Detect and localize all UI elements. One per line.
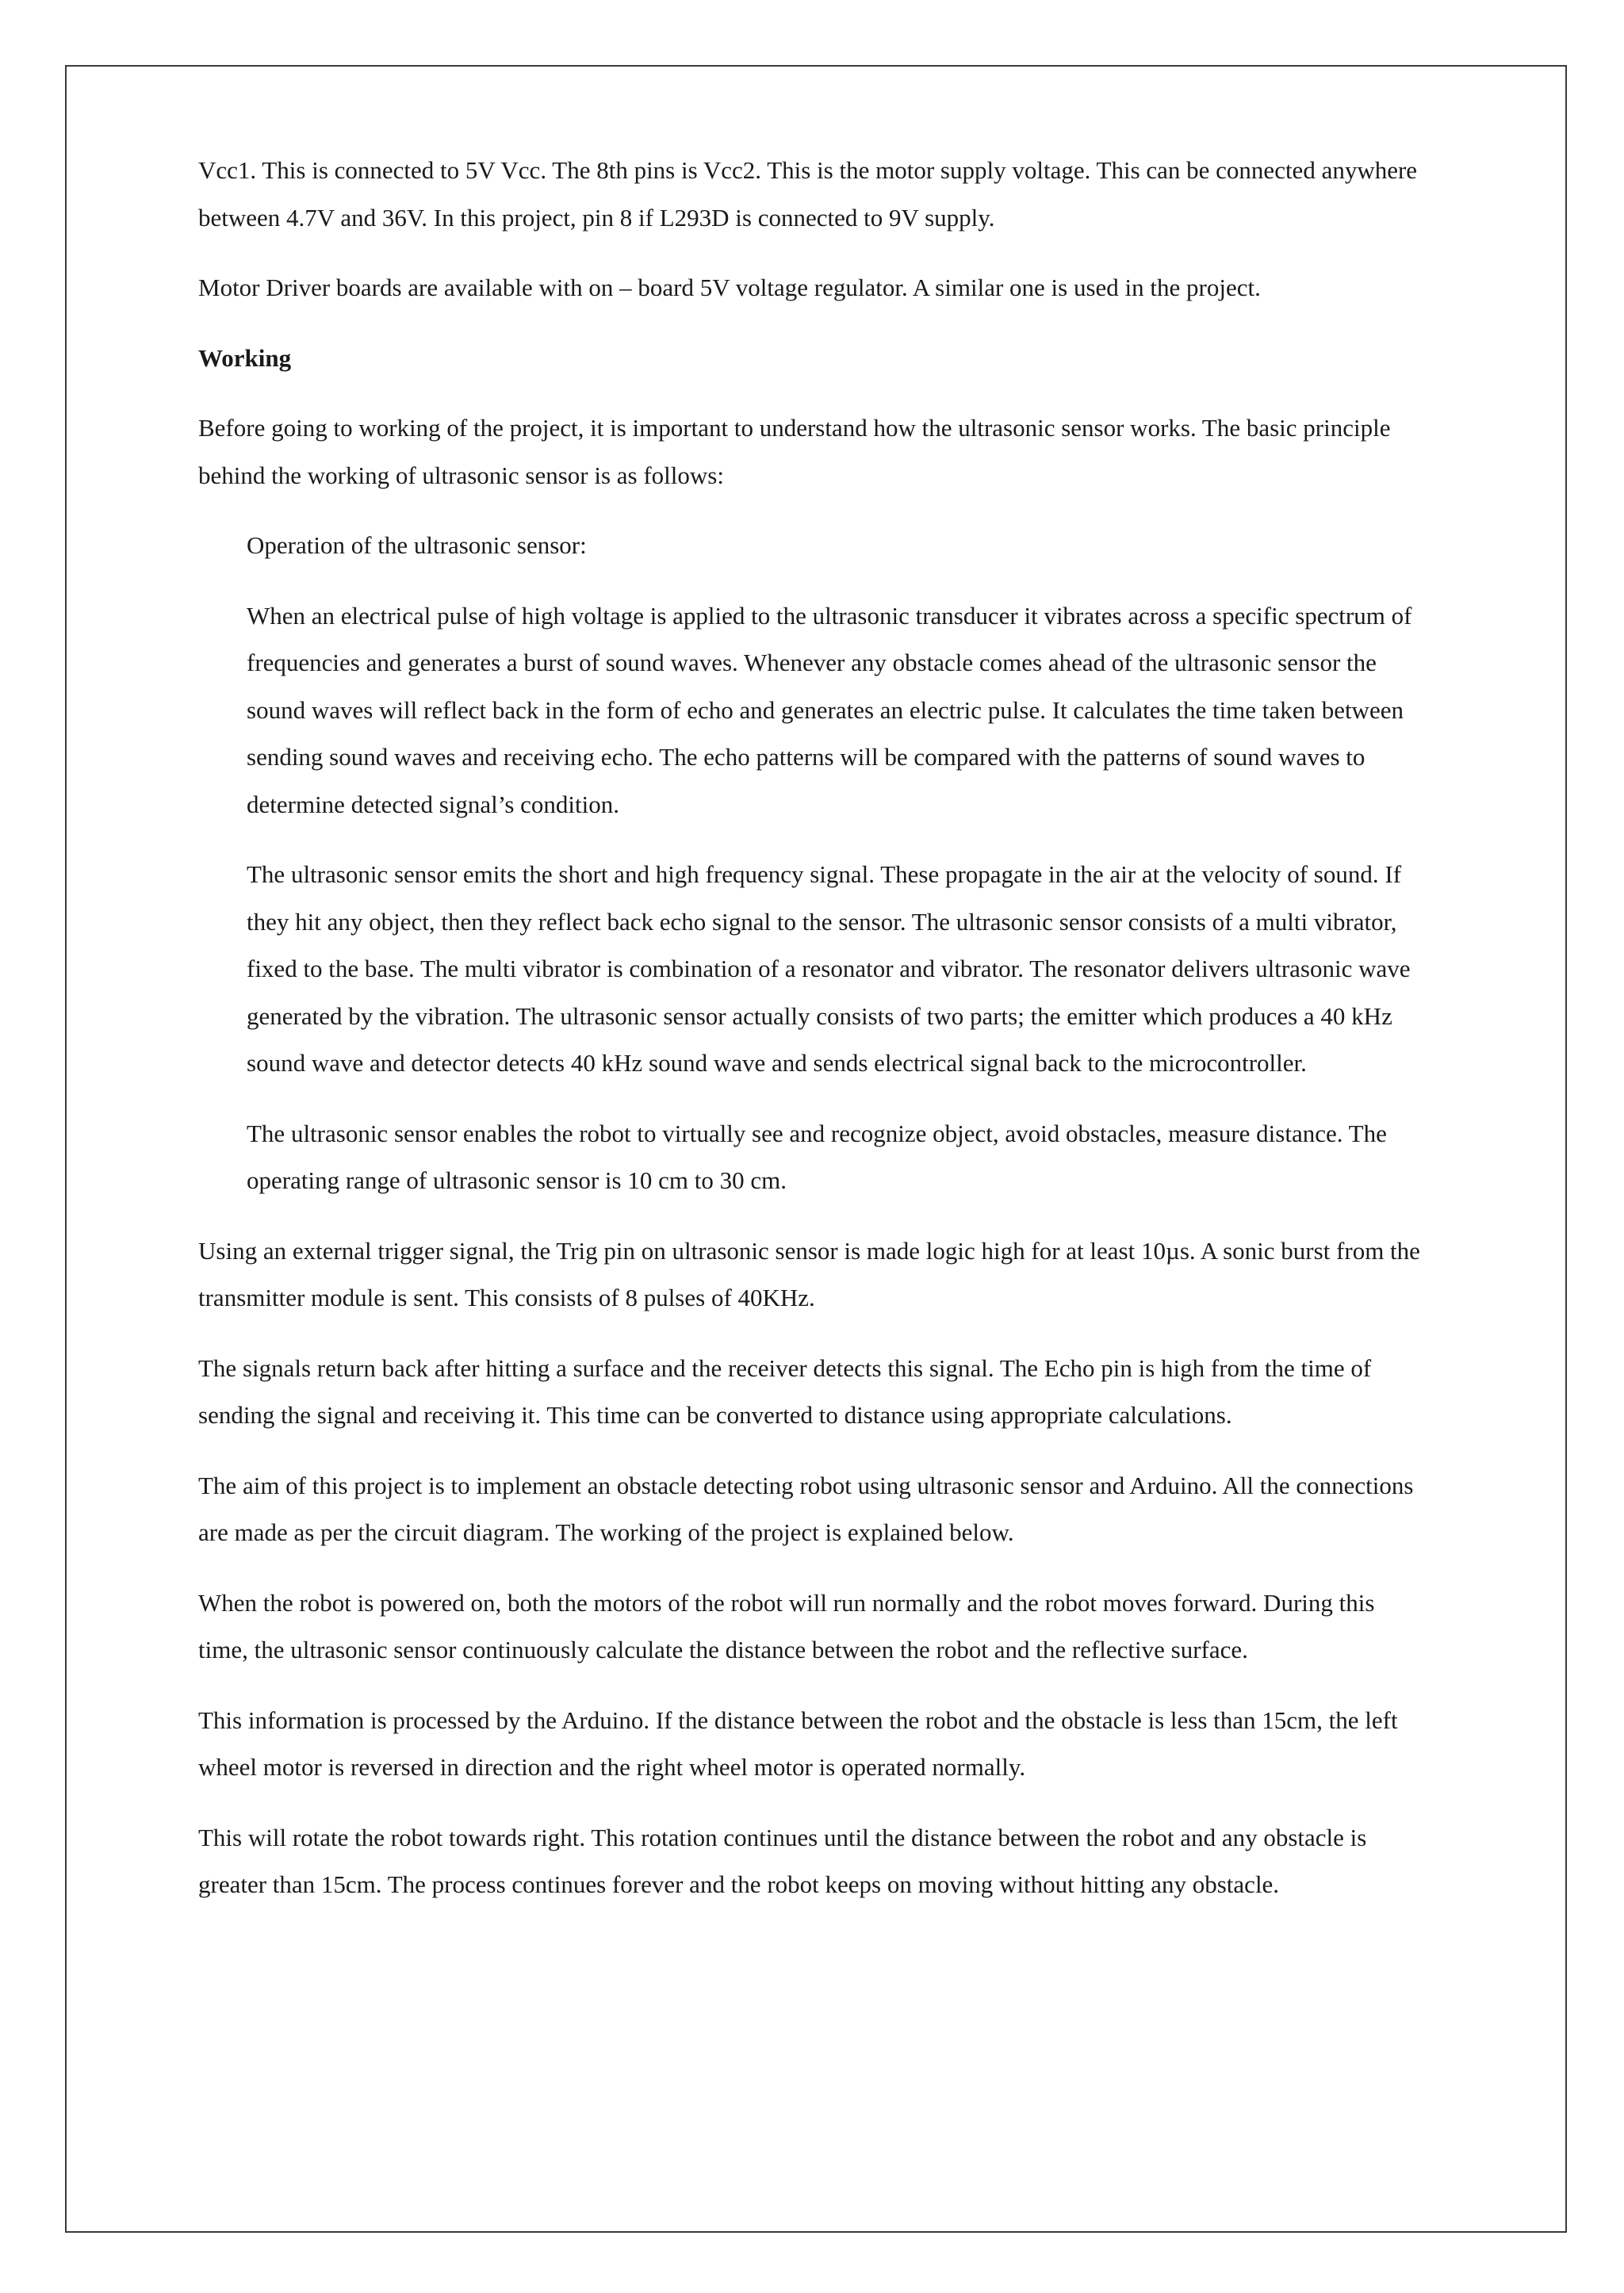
paragraph-arduino-processing: This information is processed by the Arduino. If the distance between the robot and the obstacle is less than 15cm, the left wheel motor is reversed in direction and the right wheel motor is operated normally. xyxy=(198,1705,1398,1781)
paragraph-motor-driver-boards: Motor Driver boards are available with on – board 5V voltage regulator. A similar one is used in the project. xyxy=(198,274,1261,301)
paragraph-vcc-supply: Vcc1. This is connected to 5V Vcc. The 8th pins is Vcc2. This is the motor supply voltage. This can be connected anywhere between 4.7V and 36V. In this project, pin 8 if L293D is connected to 9V supply. xyxy=(198,156,1418,232)
paragraph-trigger-signal: Using an external trigger signal, the Trig pin on ultrasonic sensor is made logic high for at least 10µs. A sonic burst from the transmitter module is sent. This consists of 8 pulses of 40KHz. xyxy=(198,1236,1420,1311)
paragraph-rotation: This will rotate the robot towards right. This rotation continues until the distance between the robot and any obstacle is greater than 15cm. The process continues forever and the robot keeps on moving without hitting any obstacle. xyxy=(198,1823,1367,1898)
section-heading-working: Working xyxy=(198,343,292,372)
paragraph-sensor-enables: The ultrasonic sensor enables the robot to virtually see and recognize object, avoid obstacles, measure distance. The operating range of ultrasonic sensor is 10 cm to 30 cm. xyxy=(247,1119,1387,1194)
paragraph-echo-return: The signals return back after hitting a surface and the receiver detects this signal. The Echo pin is high from the time of sending the signal and receiving it. This time can be converted to distance using appropriate calculations. xyxy=(198,1353,1372,1429)
subheading-operation: Operation of the ultrasonic sensor: xyxy=(247,531,587,559)
paragraph-electrical-pulse: When an electrical pulse of high voltage is applied to the ultrasonic transducer it vibrates across a specific spectrum of frequencies and generates a burst of sound waves. Whenever any obstacle comes ahead of the ultrasonic sensor the sound waves will reflect back in the form of echo and generates an electric pulse. It calculates the time taken between sending sound waves and receiving echo. The echo patterns will be compared with the patterns of sound waves to determine detected signal’s condition. xyxy=(247,601,1412,818)
paragraph-project-aim: The aim of this project is to implement an obstacle detecting robot using ultrasonic sensor and Arduino. All the connections are made as per the circuit diagram. The working of the project is explained below. xyxy=(198,1471,1414,1546)
paragraph-powered-on: When the robot is powered on, both the motors of the robot will run normally and the robot moves forward. During this time, the ultrasonic sensor continuously calculate the distance between the robot and the reflective surface. xyxy=(198,1588,1375,1663)
paragraph-intro-ultrasonic: Before going to working of the project, it is important to understand how the ultrasonic sensor works. The basic principle behind the working of ultrasonic sensor is as follows: xyxy=(198,414,1391,489)
paragraph-sensor-emits: The ultrasonic sensor emits the short and high frequency signal. These propagate in the air at the velocity of sound. If they hit any object, then they reflect back echo signal to the sensor. The ultrasonic sensor consists of a multi vibrator, fixed to the base. The multi vibrator is combination of a resonator and vibrator. The resonator delivers ultrasonic wave generated by the vibration. The ultrasonic sensor actually consists of two parts; the emitter which produces a 40 kHz sound wave and detector detects 40 kHz sound wave and sends electrical signal back to the microcontroller. xyxy=(247,860,1411,1077)
document-body xyxy=(198,147,1427,1931)
